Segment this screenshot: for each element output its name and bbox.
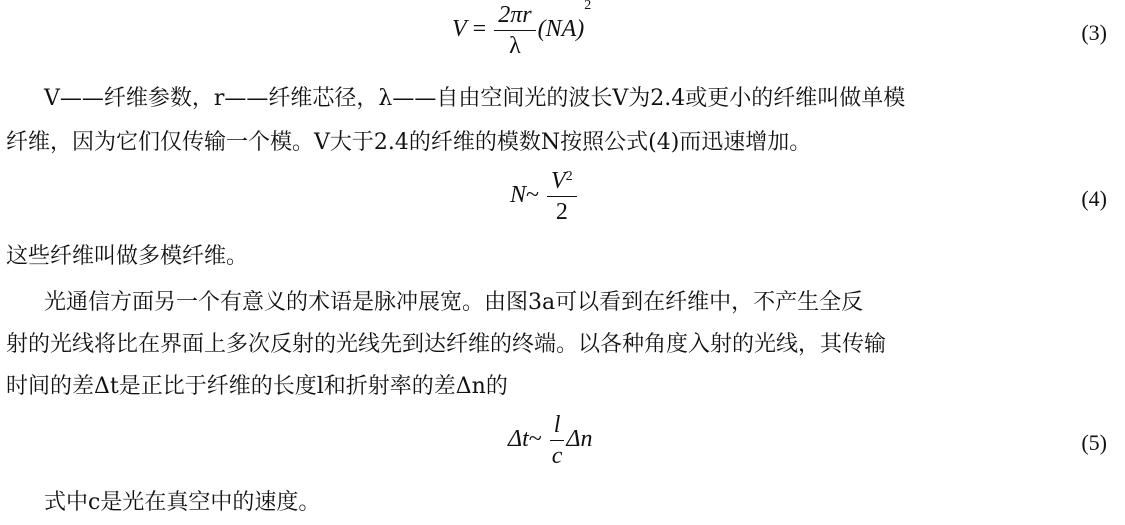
paragraph-line: 纤维，因为它们仅传输一个模。V大于2.4的纤维的模数N按照公式(4)而迅速增加。: [6, 130, 812, 155]
eq3-equals: =: [472, 16, 487, 43]
equation-5: [508, 412, 593, 469]
equation-4: [510, 168, 579, 225]
eq5-relation: ~: [528, 426, 542, 453]
paragraph-line: 时间的差Δt是正比于纤维的长度l和折射率的差Δn的: [6, 374, 508, 399]
eq5-lhs: Δt: [508, 426, 529, 453]
paragraph-line: 射的光线将比在界面上多次反射的光线先到达纤维的终端。以各种角度入射的光线，其传输: [6, 332, 887, 357]
equation-number-3: (3): [1081, 20, 1107, 45]
paragraph-line: 光通信方面另一个有意义的术语是脉冲展宽。由图3a可以看到在纤维中，不产生全反: [44, 290, 864, 315]
eq3-denominator: λ: [509, 33, 521, 59]
eq4-num-power: 2: [565, 169, 573, 184]
eq4-fraction: [547, 168, 577, 225]
eq3-fraction: [494, 2, 535, 59]
eq5-numerator: l: [550, 412, 565, 441]
paragraph-line: 式中c是光在真空中的速度。: [44, 490, 321, 515]
eq4-denominator: 2: [555, 199, 568, 225]
eq4-numerator: [547, 168, 577, 197]
eq3-power: 2: [584, 0, 592, 13]
equation-number-5: (5): [1081, 430, 1107, 455]
equation-number-4: (4): [1081, 186, 1107, 211]
eq4-num-var: V: [551, 168, 566, 194]
eq5-denominator: c: [551, 443, 563, 469]
eq4-lhs: N: [510, 182, 527, 209]
eq3-tail: (NA): [537, 16, 585, 43]
equation-3: [452, 2, 591, 59]
eq3-numerator: 2πr: [494, 2, 535, 31]
eq5-tail: Δn: [566, 426, 593, 453]
eq4-relation: ~: [526, 182, 539, 209]
eq5-fraction: [550, 412, 565, 469]
eq3-lhs: V: [452, 16, 467, 43]
paragraph-line: V——纤维参数，r——纤维芯径，λ——自由空间光的波长V为2.4或更小的纤维叫做单模: [44, 86, 906, 111]
paragraph-line: 这些纤维叫做多模纤维。: [6, 244, 249, 269]
